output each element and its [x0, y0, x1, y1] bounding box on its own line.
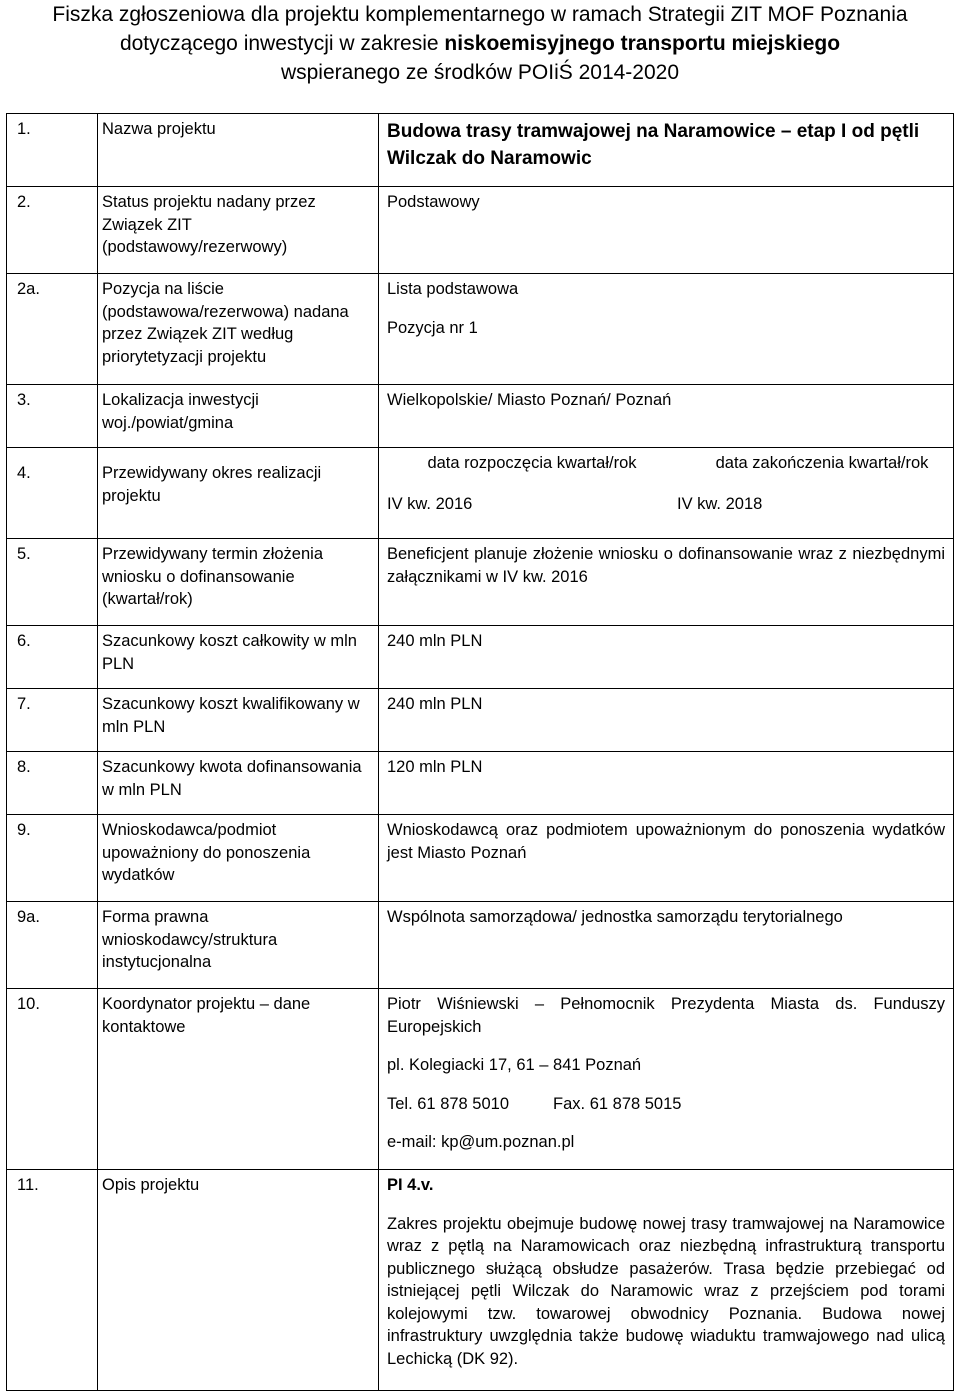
eligible-cost-value: 240 mln PLN: [379, 689, 954, 752]
row-eligible-cost: [7, 689, 954, 752]
row-number: 6.: [7, 626, 98, 689]
location-value: Wielkopolskie/ Miasto Poznań/ Poznań: [379, 385, 954, 448]
list-position-cell: [379, 274, 954, 385]
row-number: 2.: [7, 187, 98, 274]
coordinator-cell: [379, 989, 954, 1170]
applicant-value: Wnioskodawcą oraz podmiotem upoważnionym do ponoszenia wydatków jest Miasto Poznań: [379, 815, 954, 902]
project-form-table: [6, 113, 954, 1391]
row-label: Opis projektu: [98, 1170, 379, 1391]
row-label: Przewidywany okres realizacji projektu: [98, 448, 379, 539]
project-status-value: Podstawowy: [379, 187, 954, 274]
row-number: 4.: [7, 448, 98, 539]
row-coordinator: [7, 989, 954, 1170]
row-label: Koordynator projektu – dane kontaktowe: [98, 989, 379, 1170]
row-description: [7, 1170, 954, 1391]
row-number: 7.: [7, 689, 98, 752]
row-total-cost: [7, 626, 954, 689]
header-line-1: Fiszka zgłoszeniowa dla projektu komplementarnego w ramach Strategii ZIT MOF Poznania: [52, 3, 908, 26]
start-date-value: IV kw. 2016: [387, 494, 473, 513]
row-number: 9.: [7, 815, 98, 902]
row-realization-period: [7, 448, 954, 539]
row-label: Nazwa projektu: [98, 114, 379, 187]
total-cost-value: 240 mln PLN: [379, 626, 954, 689]
row-number: 8.: [7, 752, 98, 815]
row-number: 10.: [7, 989, 98, 1170]
coordinator-fax: Fax. 61 878 5015: [553, 1094, 682, 1113]
row-label: Szacunkowy koszt całkowity w mln PLN: [98, 626, 379, 689]
description-text: Zakres projektu obejmuje budowę nowej trasy tramwajowej na Naramowice wraz z pętlą na Naramowicach oraz niezbędną infrastrukturą transportu publicznego służącą obsłudze pasażerów. Trasa będzie przebiegać od istniejącej pętli Wilczak do Naramowic wraz z przejściem pod torami kolejowymi tzw. towarowej obwodnicy Poznania. Budowa nowej infrastruktury uwzględnia także budowę wiaduktu tramwajowego nad ulicą Lechicką (DK 92).: [387, 1214, 945, 1368]
row-label: Przewidywany termin złożenia wniosku o dofinansowanie (kwartał/rok): [98, 539, 379, 626]
header-line-3: wspieranego ze środków POIiŚ 2014-2020: [280, 61, 680, 84]
list-type-value: Lista podstawowa: [387, 280, 519, 298]
header-line-2-prefix: dotyczącego inwestycji w zakresie: [119, 32, 445, 55]
row-number: 5.: [7, 539, 98, 626]
row-number: 3.: [7, 385, 98, 448]
end-date-value: IV kw. 2018: [677, 494, 763, 513]
legal-form-value: Wspólnota samorządowa/ jednostka samorządu terytorialnego: [379, 902, 954, 989]
end-date-header: data zakończenia kwartał/rok: [715, 454, 929, 472]
row-label: Forma prawna wnioskodawcy/struktura instytucjonalna: [98, 902, 379, 989]
row-application-deadline: [7, 539, 954, 626]
row-project-status: [7, 187, 954, 274]
description-cell: [379, 1170, 954, 1391]
row-label: Wnioskodawca/podmiot upoważniony do ponoszenia wydatków: [98, 815, 379, 902]
row-label: Szacunkowy kwota dofinansowania w mln PLN: [98, 752, 379, 815]
funding-amount-value: 120 mln PLN: [379, 752, 954, 815]
dates-grid: [387, 452, 945, 515]
document-header: [0, 0, 960, 87]
row-legal-form: [7, 902, 954, 989]
start-date-header: data rozpoczęcia kwartał/rok: [427, 454, 637, 472]
header-line-2: [0, 29, 960, 58]
coordinator-phones: [387, 1093, 945, 1116]
row-location: [7, 385, 954, 448]
header-line-2-bold: niskoemisyjnego transportu miejskiego: [444, 32, 841, 55]
row-label: Pozycja na liście (podstawowa/rezerwowa) nadana przez Związek ZIT według priorytetyzacji projektu: [98, 274, 379, 385]
row-list-position: [7, 274, 954, 385]
row-label: Szacunkowy koszt kwalifikowany w mln PLN: [98, 689, 379, 752]
application-deadline-value: Beneficjent planuje złożenie wniosku o dofinansowanie wraz z niezbędnymi załącznikami w IV kw. 2016: [379, 539, 954, 626]
coordinator-person: Piotr Wiśniewski – Pełnomocnik Prezydenta Miasta ds. Funduszy Europejskich: [387, 995, 945, 1036]
coordinator-address: pl. Kolegiacki 17, 61 – 841 Poznań: [387, 1056, 642, 1074]
row-funding-amount: [7, 752, 954, 815]
row-number: 2a.: [7, 274, 98, 385]
priority-tag: PI 4.v.: [387, 1176, 434, 1194]
project-name-value: Budowa trasy tramwajowej na Naramowice – etap I od pętli Wilczak do Naramowic: [379, 114, 954, 187]
row-number: 1.: [7, 114, 98, 187]
realization-period-cell: [379, 448, 954, 539]
row-label: Status projektu nadany przez Związek ZIT (podstawowy/rezerwowy): [98, 187, 379, 274]
row-number: 11.: [7, 1170, 98, 1391]
row-number: 9a.: [7, 902, 98, 989]
position-number-value: Pozycja nr 1: [387, 318, 478, 337]
row-project-name: [7, 114, 954, 187]
row-applicant: [7, 815, 954, 902]
row-label: Lokalizacja inwestycji woj./powiat/gmina: [98, 385, 379, 448]
coordinator-tel: Tel. 61 878 5010: [387, 1094, 510, 1113]
coordinator-email: e-mail: kp@um.poznan.pl: [387, 1133, 575, 1151]
